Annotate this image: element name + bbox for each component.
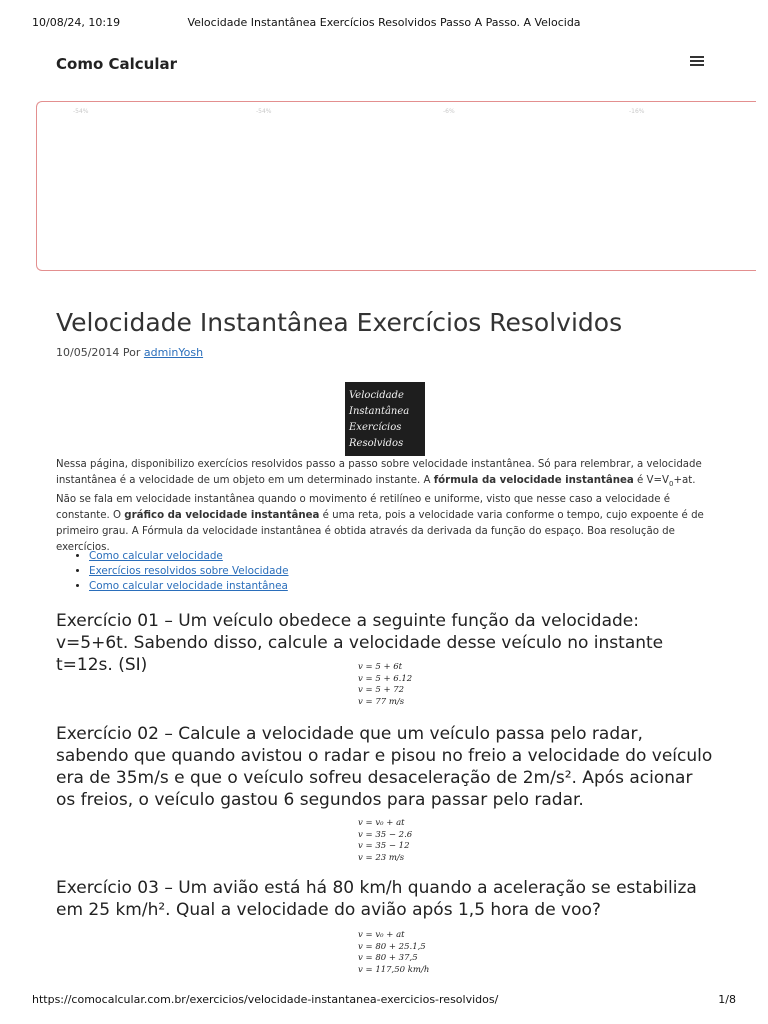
featured-image [345, 382, 425, 456]
ad-label: -16% [629, 108, 645, 115]
list-item [89, 564, 729, 579]
hamburger-menu-icon[interactable] [690, 54, 704, 68]
exercise-solution [358, 930, 429, 976]
solution-line: v = 35 − 12 [358, 841, 410, 851]
formula-highlight: fórmula da velocidade instantânea [433, 475, 634, 486]
exercise-heading: Exercício 02 – Calcule a velocidade que um veículo passa pelo radar, sabendo que quando avistou o radar e pisou no freio a velocidade do veículo era de 35m/s e que o veículo sofreu desaceleração de 2m/s². Após acionar os freios, o veículo gastou 6 segundos para passar pelo radar. [56, 724, 713, 810]
solution-line: v = 80 + 25.1,5 [358, 941, 426, 952]
exercise-heading: Exercício 03 – Um avião está há 80 km/h quando a aceleração se estabiliza em 25 km/h². Qual a velocidade do avião após 1,5 hora de voo? [56, 878, 697, 920]
featured-image-text: Velocidade [349, 390, 404, 401]
related-link[interactable]: Como calcular velocidade instantânea [89, 580, 288, 592]
print-date: 10/08/24, 10:19 [32, 16, 121, 29]
solution-line: v = 80 + 37,5 [358, 953, 418, 963]
intro-paragraph: Nessa página, disponibilizo exercícios resolvidos passo a passo sobre velocidade instantânea. Só para relembrar, a velocidade instantânea é a velocidade de um objeto em um determinado instante. A fórmula da velocidade instantânea é $V=V_0+at$. Não se fala em velocidade instantânea quando o movimento é retilíneo e uniforme, visto que nesse caso a velocidade é constante. O gráfico da velocidade instantânea é uma reta, pois a velocidade varia conforme o tempo, cujo expoente é de primeiro grau. A Fórmula da velocidade instantânea é obtida através da derivada da função do espaço. Boa resolução de exercícios. [56, 459, 704, 554]
page-number: 1/8 [718, 993, 736, 1006]
solution-line: v = v₀ + at [358, 818, 405, 828]
related-link[interactable]: Como calcular velocidade [89, 550, 223, 562]
featured-image-text: Instantânea [349, 406, 410, 417]
ad-banner[interactable] [36, 101, 756, 271]
solution-line: v = 77 m/s [358, 696, 405, 707]
exercise-solution [358, 662, 412, 708]
solution-line: v = 5 + 72 [358, 685, 405, 695]
solution-line: v = 35 − 2.6 [358, 829, 413, 840]
featured-image-text: Resolvidos [349, 438, 404, 449]
print-header [32, 16, 736, 32]
solution-line: v = 117,50 km/h [358, 964, 430, 975]
featured-image-text: Exercícios [349, 422, 402, 433]
solution-line: v = 5 + 6t [358, 662, 403, 672]
solution-line: v = 23 m/s [358, 852, 405, 863]
graph-highlight: gráfico da velocidade instantânea [124, 510, 320, 522]
ad-label: -54% [256, 108, 272, 115]
exercise-heading: Exercício 01 – Um veículo obedece a seguinte função da velocidade: v=5+6t. Sabendo disso, calcule a velocidade desse veículo no instante t=12s. (SI) [56, 611, 664, 675]
site-header [56, 54, 704, 78]
print-url: https://comocalcular.com.br/exercicios/velocidade-instantanea-exercicios-resolvidos/ [32, 993, 499, 1006]
post-date: 10/05/2014 [56, 346, 120, 359]
list-item [89, 549, 729, 564]
article-title: Velocidade Instantânea Exercícios Resolvidos [56, 308, 623, 337]
post-meta [56, 346, 203, 359]
solution-line: v = 5 + 6.12 [358, 673, 413, 684]
solution-line: v = v₀ + at [358, 930, 405, 940]
ad-label: -54% [73, 108, 89, 115]
site-title-link[interactable]: Como Calcular [56, 55, 177, 73]
print-page-title: Velocidade Instantânea Exercícios Resolvidos Passo A Passo. A Velocida [187, 16, 581, 29]
related-links [56, 549, 729, 594]
list-item [89, 579, 729, 594]
author-link[interactable]: adminYosh [143, 346, 204, 359]
exercise-solution [358, 818, 412, 864]
post-by: Por [122, 346, 141, 359]
related-link[interactable]: Exercícios resolvidos sobre Velocidade [89, 565, 289, 577]
ad-label: -6% [443, 108, 455, 115]
print-footer [32, 993, 736, 1009]
